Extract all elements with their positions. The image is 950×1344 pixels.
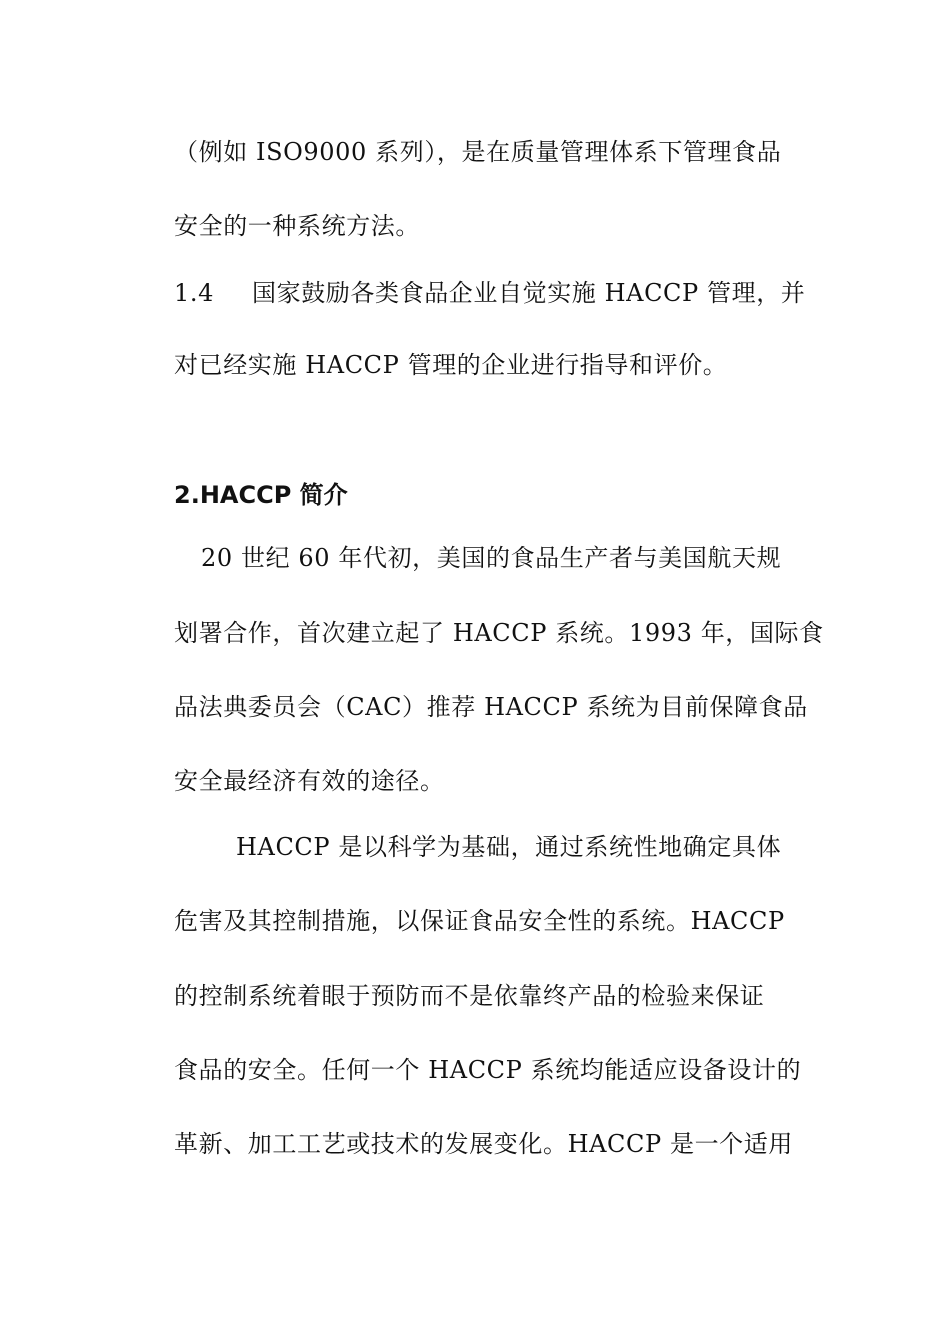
section-1-4-line [174, 278, 814, 308]
section-number: 1.4 [174, 279, 214, 307]
section-heading: 2.HACCP 简介 [174, 481, 348, 509]
text-line: 的控制系统着眼于预防而不是依靠终产品的检验来保证 [174, 982, 765, 1010]
text-line: 革新、加工工艺或技术的发展变化。HACCP 是一个适用 [174, 1130, 793, 1158]
text-line: 安全的一种系统方法。 [174, 212, 420, 240]
text-line: 食品的安全。任何一个 HACCP 系统均能适应设备设计的 [174, 1056, 802, 1084]
text-line: 品法典委员会（CAC）推荐 HACCP 系统为目前保障食品 [174, 693, 808, 721]
paragraph-first-line: 20 世纪 60 年代初，美国的食品生产者与美国航天规 [201, 544, 782, 572]
section-text: 国家鼓励各类食品企业自觉实施 HACCP 管理，并 [252, 279, 806, 307]
text-line: （例如 ISO9000 系列），是在质量管理体系下管理食品 [174, 138, 782, 166]
text-line: 危害及其控制措施，以保证食品安全性的系统。HACCP [174, 907, 785, 935]
text-line: 安全最经济有效的途径。 [174, 767, 445, 795]
text-line: 对已经实施 HACCP 管理的企业进行指导和评价。 [174, 351, 728, 379]
text-line: 划署合作，首次建立起了 HACCP 系统。1993 年，国际食 [174, 619, 824, 647]
paragraph-first-line: HACCP 是以科学为基础，通过系统性地确定具体 [236, 833, 782, 861]
